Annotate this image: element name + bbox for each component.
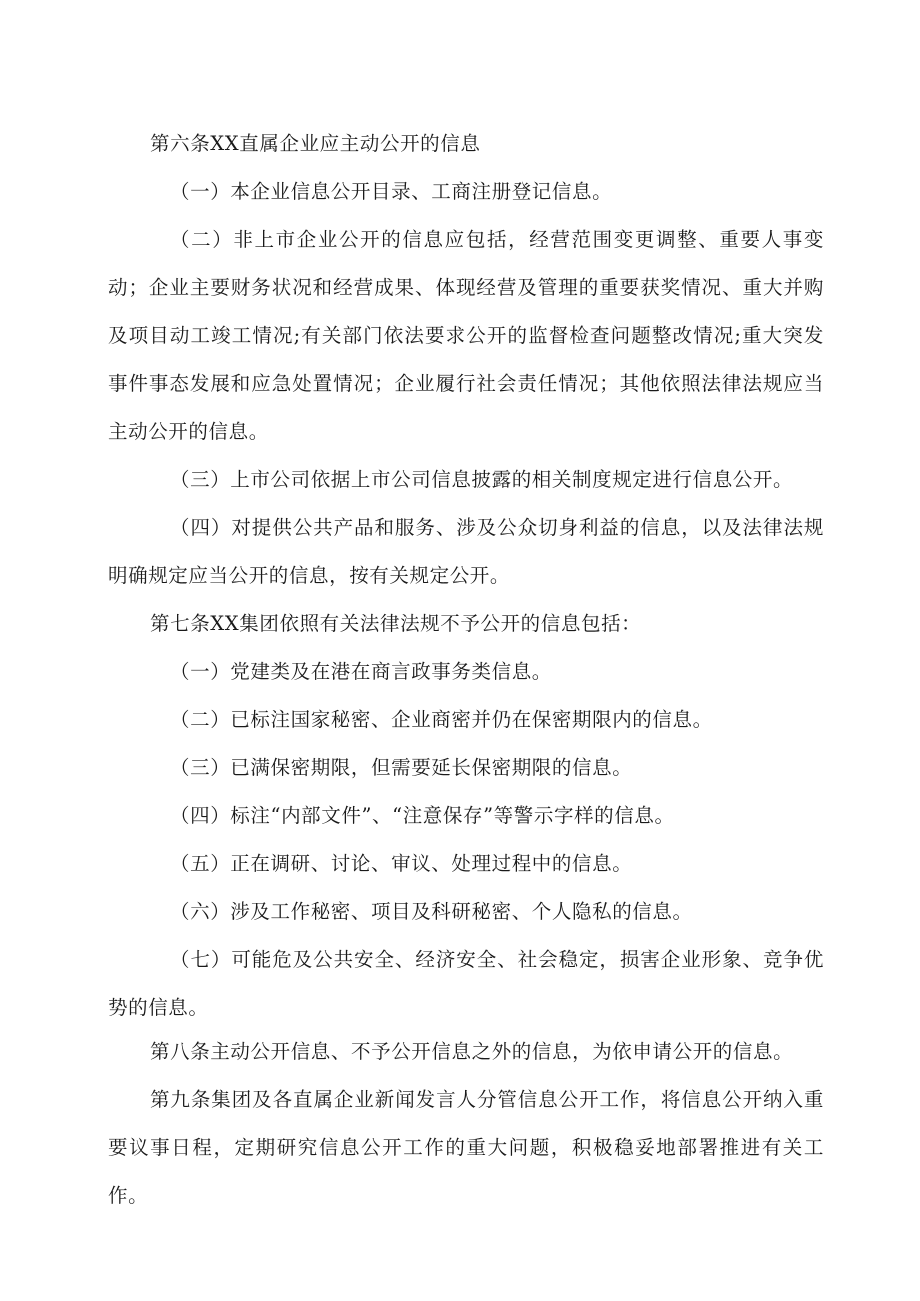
article-8: 第八条主动公开信息、不予公开信息之外的信息，为依申请公开的信息。 [150, 1040, 794, 1063]
article-7-item-4: （四）标注“内部文件”、“注意保存”等警示字样的信息。 [170, 804, 675, 827]
article-7-item-7: （七）可能危及公共安全、经济安全、社会稳定，损害企业形象、竞争优势的信息。 [108, 948, 824, 1019]
article-6-item-4: （四）对提供公共产品和服务、涉及公众切身利益的信息，以及法律法规明确规定应当公开的信息，按有关规定公开。 [108, 516, 824, 587]
article-9: 第九条集团及各直属企业新闻发言人分管信息公开工作，将信息公开纳入重要议事日程，定期研究信息公开工作的重大问题，积极稳妥地部署推进有关工作。 [108, 1088, 824, 1207]
article-6-item-2: （二）非上市企业公开的信息应包括，经营范围变更调整、重要人事变动；企业主要财务状况和经营成果、体现经营及管理的重要获奖情况、重大并购及项目动工竣工情况;有关部门依法要求公开的监督检查问题整改情况;重大突发事件事态发展和应急处置情况；企业履行社会责任情况；其他依照法律法规应当主动公开的信息。 [108, 228, 824, 443]
article-6-item-1: （一）本企业信息公开目录、工商注册登记信息。 [170, 180, 613, 203]
article-7-item-3: （三）已满保密期限，但需要延长保密期限的信息。 [170, 756, 633, 779]
document-body [108, 120, 824, 1220]
article-7-item-6: （六）涉及工作秘密、项目及科研秘密、个人隐私的信息。 [170, 900, 693, 923]
article-7-item-2: （二）已标注国家秘密、企业商密并仍在保密期限内的信息。 [170, 708, 713, 731]
article-7-heading: 第七条XX集团依照有关法律法规不予公开的信息包括： [150, 612, 642, 635]
article-6-item-3: （三）上市公司依据上市公司信息披露的相关制度规定进行信息公开。 [170, 468, 794, 491]
article-6-heading: 第六条XX直属企业应主动公开的信息 [150, 132, 481, 155]
article-7-item-1: （一）党建类及在港在商言政事务类信息。 [170, 660, 552, 683]
article-7-item-5: （五）正在调研、讨论、审议、处理过程中的信息。 [170, 852, 633, 875]
